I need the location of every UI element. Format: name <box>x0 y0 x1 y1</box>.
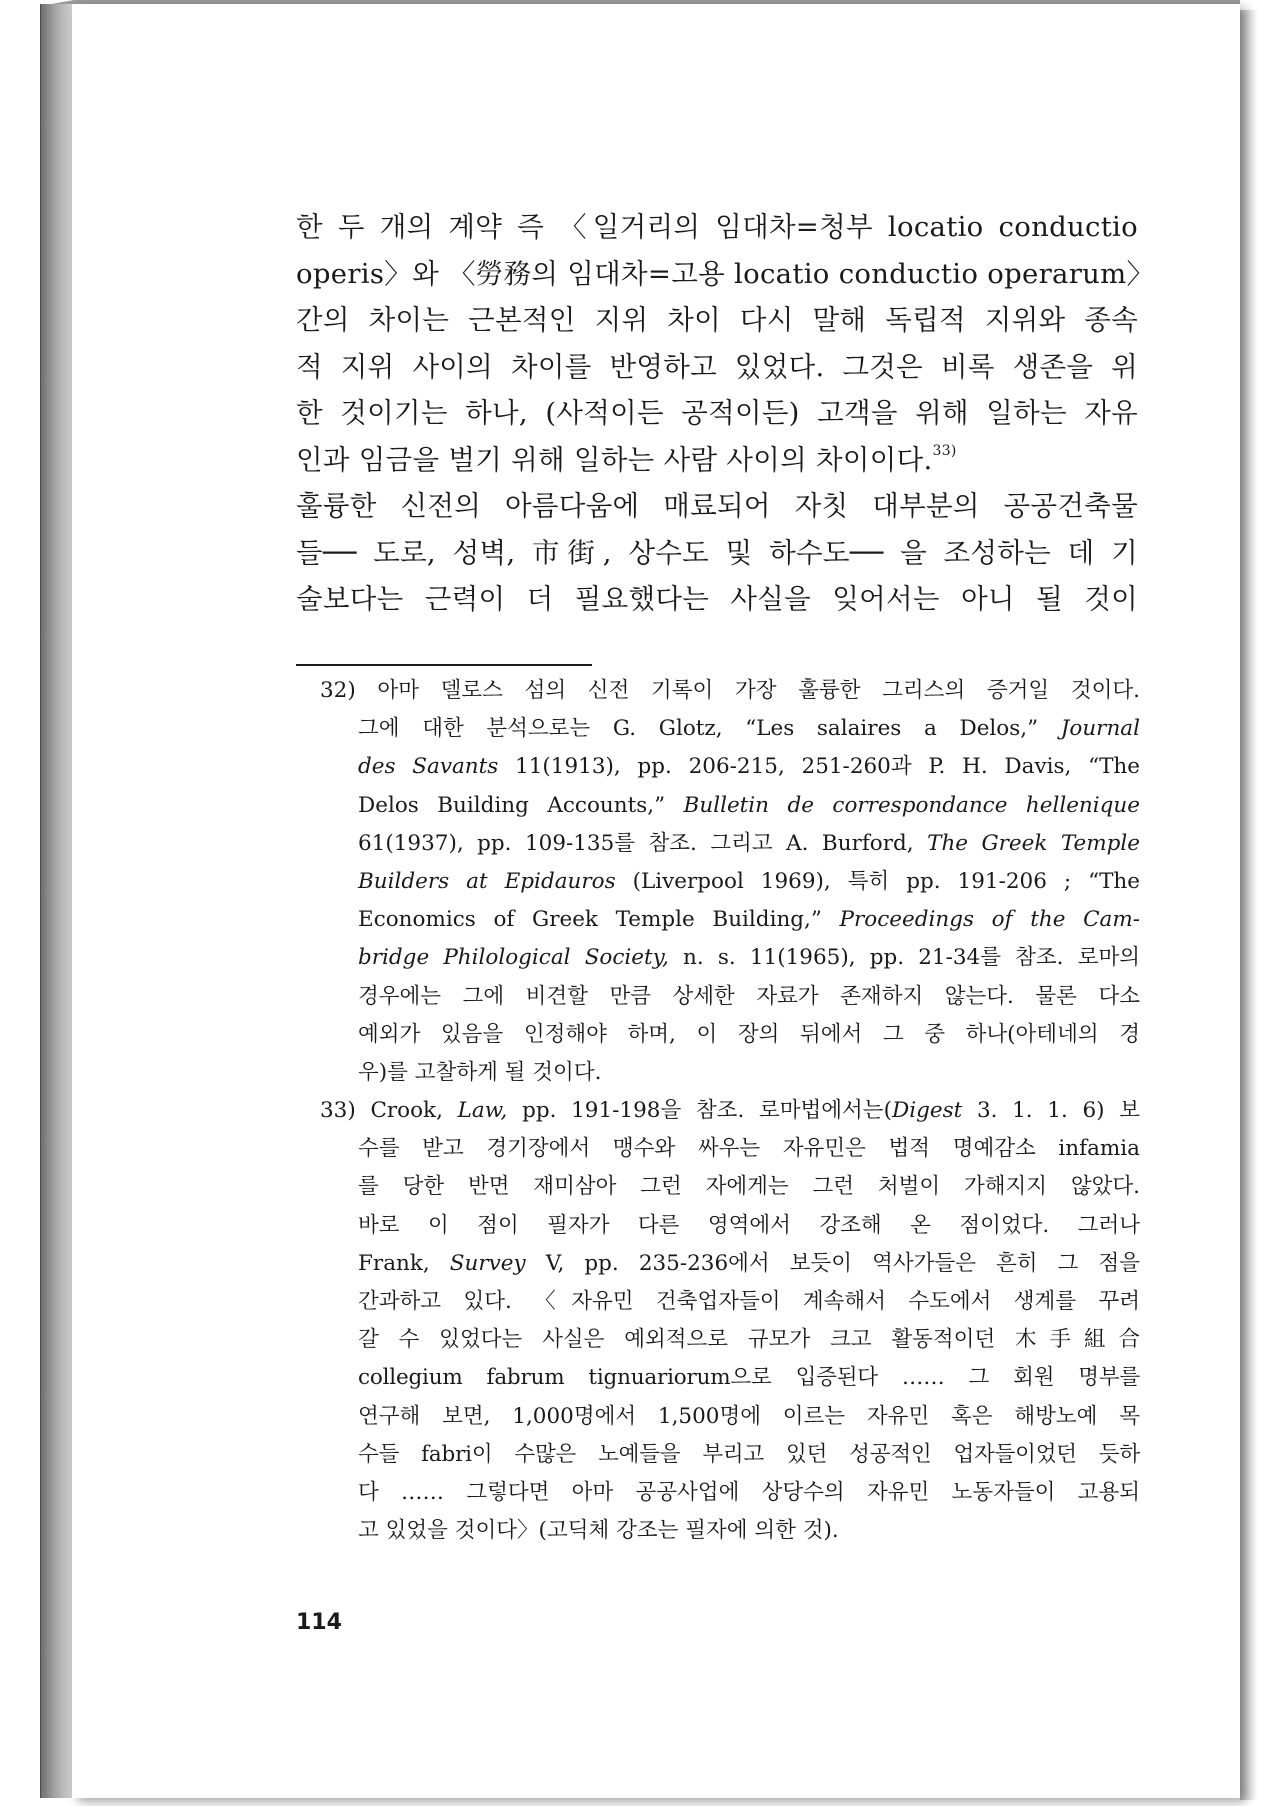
footnote-italic: The Greek Temple <box>927 830 1141 856</box>
footnote-32-line <box>320 787 1140 825</box>
footnote-marker: 33) <box>320 1098 356 1124</box>
footnote-32-line <box>320 672 1140 710</box>
footnote-text: Crook, <box>370 1098 443 1124</box>
footnote-text: 그에 대한 분석으로는 G. Glotz, “Les salaires a Delos,” <box>358 716 1039 742</box>
main-text <box>296 204 1155 623</box>
footnote-marker: 32) <box>320 678 356 703</box>
footnote-32-line: 경우에는 그에 비견할 만큼 상세한 자료가 존재하지 않는다. 물론 다소 <box>358 983 1140 1009</box>
footnote-text: 아마 델로스 섬의 신전 기록이 가장 훌륭한 그리스의 증거일 것이다. <box>377 678 1140 703</box>
footnote-32-line <box>320 939 1140 977</box>
footnote-32-line <box>320 901 1140 939</box>
footnote-text: Frank, <box>358 1250 430 1276</box>
body-line-text: 인과 임금을 벌기 위해 일하는 사람 사이의 차이이다. <box>296 443 933 476</box>
body-line: 간의 차이는 근본적인 지위 차이 다시 말해 독립적 지위와 종속 <box>296 304 1138 336</box>
footnote-32-line <box>320 863 1140 901</box>
footnote-italic: Proceedings of the Cam- <box>839 907 1140 933</box>
footnote-italic: Builders at Epidauros <box>358 868 616 894</box>
footnote-33-line <box>320 1092 1140 1130</box>
footnote-text: n. s. 11(1965), pp. 21-34를 참조. 로마의 <box>682 945 1140 971</box>
footnote-32-line <box>320 825 1140 863</box>
footnote-text: 11(1913), pp. 206-215, 251-260과 P. H. Davis, “The <box>515 754 1140 780</box>
footnote-33-line: 고 있었을 것이다〉(고딕체 강조는 필자에 의한 것). <box>358 1518 839 1544</box>
footnote-italic: Survey <box>449 1250 526 1276</box>
footnote-33-line <box>320 1245 1140 1283</box>
footnote-text: 3. 1. 1. 6) 보 <box>976 1098 1141 1124</box>
footnote-italic: Journal <box>1060 716 1140 742</box>
footnote-33-line: 를 당한 반면 재미삼아 그런 자에게는 그런 처벌이 가해지지 않았다. <box>358 1174 1140 1200</box>
footnote-text: 61(1937), pp. 109-135를 참조. 그리고 A. Burford, <box>358 830 914 856</box>
footnotes <box>320 672 1140 1550</box>
body-line: 적 지위 사이의 차이를 반영하고 있었다. 그것은 비록 생존을 위 <box>296 350 1138 383</box>
page-number: 114 <box>296 1610 342 1635</box>
body-line: 들── 도로, 성벽, 市街, 상수도 및 하수도── 을 조성하는 데 기 <box>296 536 1138 569</box>
footnote-text: V, pp. 235-236에서 보듯이 역사가들은 흔히 그 점을 <box>545 1250 1140 1276</box>
body-line: 훌륭한 신전의 아름다움에 매료되어 자칫 대부분의 공공건축물 <box>296 490 1138 522</box>
footnote-text: Delos Building Accounts,” <box>358 792 666 818</box>
body-line: 한 두 개의 계약 즉 〈일거리의 임대차=청부 locatio conductio <box>296 211 1138 243</box>
footnote-italic: Bulletin de correspondance hellenique <box>683 792 1140 818</box>
footnote-33-line: 수들 fabri이 수많은 노예들을 부리고 있던 성공적인 업자들이었던 듯하 <box>358 1441 1140 1467</box>
footnote-italic: Digest <box>891 1098 963 1124</box>
footnote-32-line: 우)를 고찰하게 될 것이다. <box>358 1059 602 1085</box>
footnote-text: (Liverpool 1969), 특히 pp. 191-206 ; “The <box>632 868 1140 894</box>
footnote-33-line: 간과하고 있다. 〈자유민 건축업자들이 계속해서 수도에서 생계를 꾸려 <box>358 1289 1140 1314</box>
book-spine-edge <box>40 4 75 1798</box>
footnote-reference: 33) <box>932 442 957 459</box>
footnote-33-line: 바로 이 점이 필자가 다른 영역에서 강조해 온 점이었다. 그러나 <box>358 1212 1140 1238</box>
page-shadow <box>1240 10 1258 1800</box>
footnote-italic: Law, <box>457 1098 508 1124</box>
footnote-33-line: 다 …… 그렇다면 아마 공공사업에 상당수의 자유민 노동자들이 고용되 <box>358 1479 1140 1505</box>
body-line <box>296 437 1138 484</box>
footnote-32-line <box>320 748 1140 786</box>
footnote-33-line: collegium fabrum tignuariorum으로 입증된다 …… 그 회원 명부를 <box>358 1365 1140 1391</box>
footnote-33-line: 연구해 보면, 1,000명에서 1,500명에 이르는 자유민 혹은 해방노예 목 <box>358 1403 1140 1429</box>
footnote-33-line: 갈 수 있었다는 사실은 예외적으로 규모가 크고 활동적이던 木手組合 <box>358 1327 1140 1353</box>
footnote-divider <box>296 664 592 666</box>
body-line: operis〉와 〈勞務의 임대차=고용 locatio conductio operarum〉 <box>296 257 1155 290</box>
body-line: 한 것이기는 하나, (사적이든 공적이든) 고객을 위해 일하는 자유 <box>296 397 1138 429</box>
footnote-text: Economics of Greek Temple Building,” <box>358 907 822 933</box>
footnote-italic: des Savants <box>358 754 499 780</box>
body-line: 술보다는 근력이 더 필요했다는 사실을 잊어서는 아니 될 것이 <box>296 583 1138 615</box>
footnote-text: pp. 191-198을 참조. 로마법에서는( <box>522 1098 892 1124</box>
footnote-italic: bridge Philological Society, <box>358 945 669 971</box>
footnote-32-line: 예외가 있음을 인정해야 하며, 이 장의 뒤에서 그 중 하나(아테네의 경 <box>358 1021 1140 1047</box>
footnote-32-line <box>320 710 1140 748</box>
footnote-33-line: 수를 받고 경기장에서 맹수와 싸우는 자유민은 법적 명예감소 infamia <box>358 1136 1140 1162</box>
